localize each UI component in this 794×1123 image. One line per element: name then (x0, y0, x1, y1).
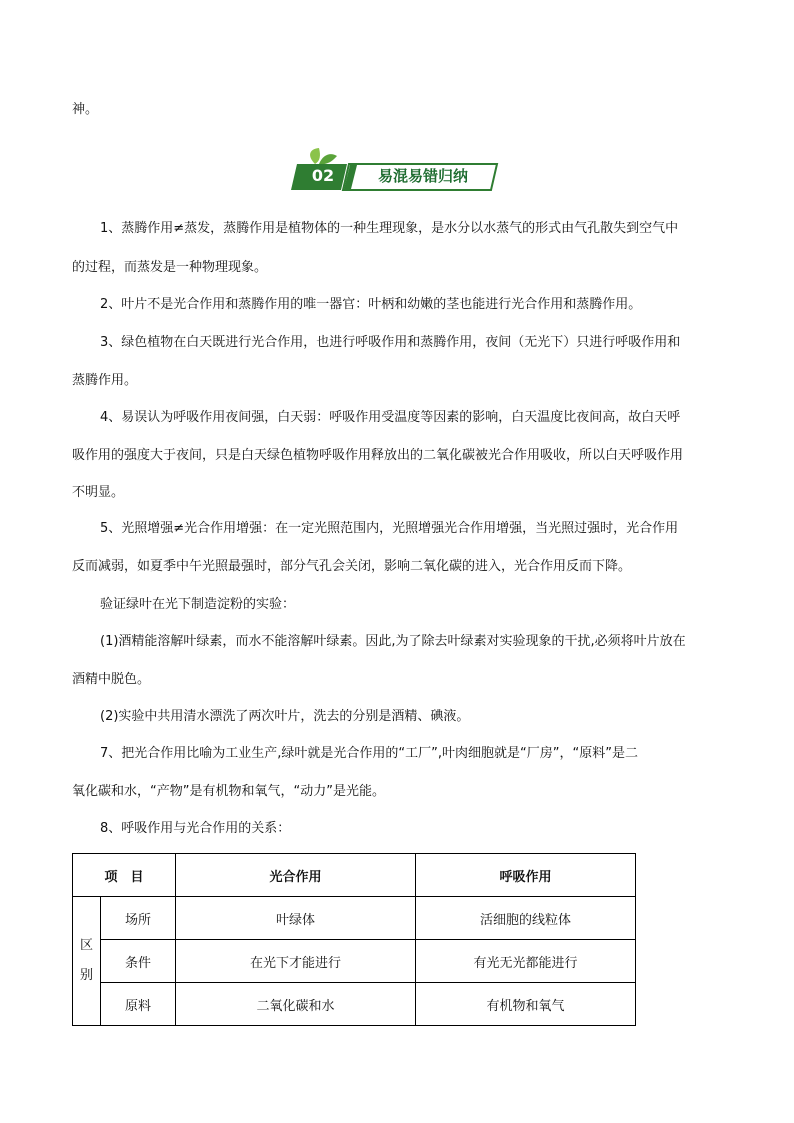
comparison-table (72, 853, 636, 1026)
item-3-line-1: 3、绿色植物在白天既进行光合作用，也进行呼吸作用和蒸腾作用，夜间（无光下）只进行呼吸作用和 (100, 335, 681, 350)
row-label: 原料 (101, 983, 176, 1026)
item-3-line-2: 蒸腾作用。 (72, 373, 138, 388)
item-2-line-1: 2、叶片不是光合作用和蒸腾作用的唯一器官：叶柄和幼嫩的茎也能进行光合作用和蒸腾作用。 (100, 297, 642, 312)
table-row (73, 897, 636, 940)
header-respiration: 呼吸作用 (416, 854, 636, 897)
item-4-line-3: 不明显。 (72, 485, 125, 500)
experiment-2-line-1: (2)实验中共用清水漂洗了两次叶片，洗去的分别是酒精、碘液。 (100, 709, 470, 724)
table-header-row (73, 854, 636, 897)
item-7-line-1: 7、把光合作用比喻为工业生产,绿叶就是光合作用的“工厂”,叶肉细胞就是“厂房”，“原料”是二 (100, 746, 638, 761)
row-respiration-value: 有机物和氧气 (416, 983, 636, 1026)
item-5-line-1: 5、光照增强≠光合作用增强：在一定光照范围内，光照增强光合作用增强，当光照过强时，光合作用 (100, 521, 679, 536)
row-respiration-value: 活细胞的线粒体 (416, 897, 636, 940)
item-8-line-1: 8、呼吸作用与光合作用的关系： (100, 821, 291, 836)
banner-title: 易混易错归纳 (377, 167, 468, 185)
group-label-cell (73, 897, 101, 1026)
item-7-line-2: 氧化碳和水，“产物”是有机物和氧气，“动力”是光能。 (72, 784, 385, 799)
table-row (73, 940, 636, 983)
banner-number: 02 (311, 166, 335, 185)
header-item: 项 目 (73, 854, 176, 897)
row-photosynthesis-value: 二氧化碳和水 (176, 983, 416, 1026)
header-photosynthesis: 光合作用 (176, 854, 416, 897)
top-fragment: 神。 (72, 102, 99, 117)
experiment-1-line-2: 酒精中脱色。 (72, 672, 151, 687)
group-label-char-1: 区 (79, 938, 93, 953)
row-label: 场所 (101, 897, 176, 940)
item-4-line-1: 4、易误认为呼吸作用夜间强，白天弱：呼吸作用受温度等因素的影响，白天温度比夜间高，故白天呼 (100, 410, 681, 425)
item-1-line-2: 的过程，而蒸发是一种物理现象。 (72, 260, 268, 275)
experiment-1-line-1: (1)酒精能溶解叶绿素，而水不能溶解叶绿素。因此,为了除去叶绿素对实验现象的干扰,必须将叶片放在 (100, 634, 686, 649)
row-label: 条件 (101, 940, 176, 983)
row-respiration-value: 有光无光都能进行 (416, 940, 636, 983)
group-label-char-2: 别 (79, 968, 93, 983)
section-banner (289, 146, 501, 192)
item-4-line-2: 吸作用的强度大于夜间，只是白天绿色植物呼吸作用释放出的二氧化碳被光合作用吸收，所以白天呼吸作用 (72, 448, 684, 463)
item-5-line-2: 反而减弱，如夏季中午光照最强时，部分气孔会关闭，影响二氧化碳的进入，光合作用反而下降。 (72, 559, 632, 574)
row-photosynthesis-value: 叶绿体 (176, 897, 416, 940)
item-1-line-1: 1、蒸腾作用≠蒸发，蒸腾作用是植物体的一种生理现象，是水分以水蒸气的形式由气孔散失到空气中 (100, 221, 679, 236)
table-row (73, 983, 636, 1026)
row-photosynthesis-value: 在光下才能进行 (176, 940, 416, 983)
experiment-heading: 验证绿叶在光下制造淀粉的实验： (100, 597, 296, 612)
